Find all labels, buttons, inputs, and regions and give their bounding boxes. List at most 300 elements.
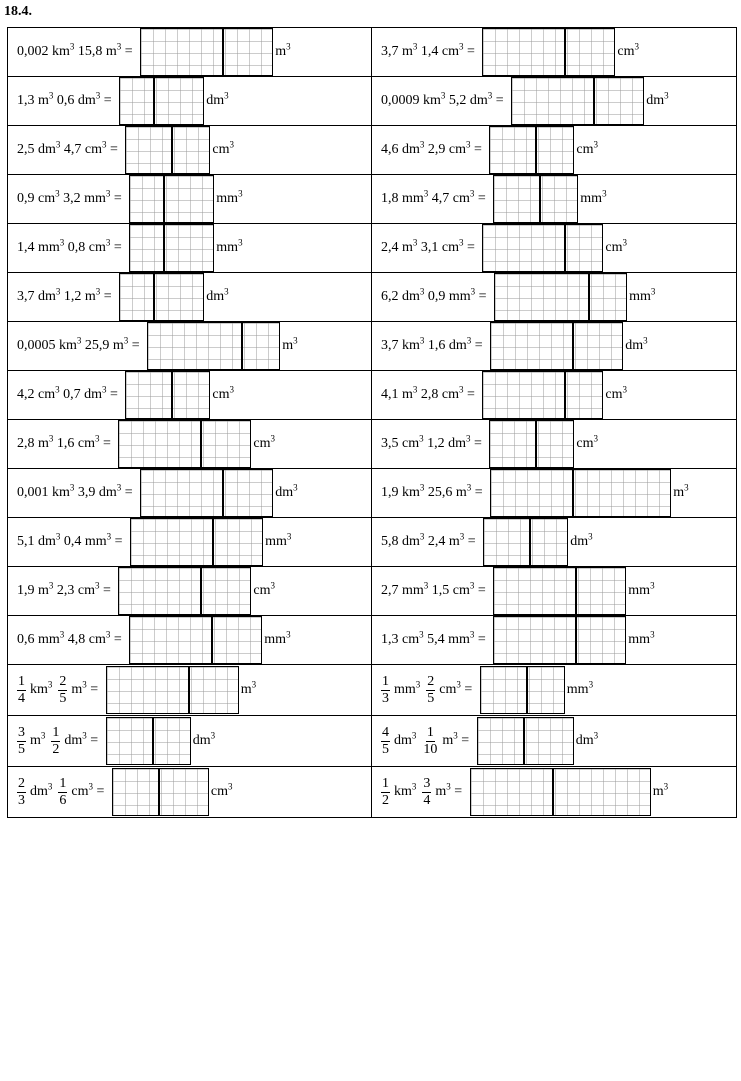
- second-unit: $cm^3$: [452, 188, 475, 206]
- fraction-numerator: 1: [426, 724, 434, 740]
- answer-grid[interactable]: [482, 371, 603, 419]
- equals-sign: =: [471, 338, 487, 353]
- answer-grid[interactable]: [480, 666, 565, 714]
- equals-sign: =: [474, 632, 490, 647]
- fraction-numerator: 1: [382, 775, 389, 791]
- second-unit: $m^3$: [442, 730, 458, 748]
- answer-grid[interactable]: [470, 768, 651, 816]
- equals-sign: =: [474, 583, 490, 598]
- first-quantity: [381, 433, 424, 452]
- exercise-cell: [372, 322, 737, 371]
- answer-grid[interactable]: [112, 768, 209, 816]
- second-quantity: [417, 237, 464, 256]
- first-quantity: [381, 776, 422, 809]
- second-quantity: [64, 237, 111, 256]
- first-value: 0,9: [17, 191, 38, 206]
- first-unit: $dm^3$: [394, 730, 417, 748]
- second-quantity: [60, 531, 112, 550]
- fraction-numerator: 2: [59, 673, 67, 689]
- decimal-marker: [539, 175, 541, 223]
- decimal-marker: [211, 616, 213, 664]
- first-fraction: [17, 725, 26, 758]
- result-unit: $dm^3$: [570, 531, 593, 549]
- equals-sign: =: [471, 485, 487, 500]
- fraction-numerator: 4: [382, 724, 389, 740]
- equals-sign: =: [474, 191, 490, 206]
- first-value: 5,1: [17, 534, 38, 549]
- answer-grid[interactable]: [119, 77, 204, 125]
- equals-sign: =: [99, 436, 115, 451]
- decimal-marker: [575, 616, 577, 664]
- equals-sign: =: [110, 240, 126, 255]
- second-unit: $m^3$: [105, 41, 122, 59]
- first-unit: $mm^3$: [394, 679, 421, 697]
- result-unit: $m^3$: [652, 781, 669, 799]
- second-quantity: [422, 725, 457, 758]
- first-value: 2,8: [17, 436, 38, 451]
- second-value: 1,5: [428, 583, 453, 598]
- second-value: 5,4: [423, 632, 449, 647]
- exercise-cell: [8, 518, 372, 567]
- exercise-cell: [372, 224, 737, 273]
- fraction-denominator: 4: [18, 690, 25, 706]
- answer-grid[interactable]: [129, 224, 214, 272]
- first-unit: $km^3$: [402, 335, 425, 353]
- answer-grid[interactable]: [129, 175, 214, 223]
- second-unit: $dm^3$: [98, 482, 122, 500]
- equals-sign: =: [99, 583, 115, 598]
- decimal-marker: [523, 717, 525, 765]
- decimal-marker: [200, 567, 202, 615]
- decimal-marker: [163, 224, 165, 272]
- exercise-row: [8, 273, 737, 322]
- answer-grid[interactable]: [118, 567, 251, 615]
- first-unit: $mm^3$: [38, 237, 65, 255]
- exercise-cell: [8, 767, 372, 818]
- first-quantity: [17, 335, 82, 354]
- result-unit: $dm^3$: [575, 730, 599, 748]
- exercise-row: [8, 77, 737, 126]
- second-value: 3,2: [59, 191, 85, 206]
- first-value: 3,7: [381, 44, 402, 59]
- equals-sign: =: [93, 784, 108, 799]
- decimal-marker: [593, 77, 595, 125]
- first-unit: $cm^3$: [38, 384, 60, 402]
- exercise-cell: [8, 616, 372, 665]
- first-quantity: [381, 384, 418, 403]
- result-unit: $cm^3$: [212, 384, 235, 402]
- exercise-cell: [372, 273, 737, 322]
- first-value: 1,9: [381, 485, 402, 500]
- equals-sign: =: [86, 682, 102, 697]
- exercise-row: [8, 665, 737, 716]
- decimal-marker: [241, 322, 243, 370]
- second-value: 4,7: [428, 191, 453, 206]
- result-unit: $m^3$: [240, 679, 257, 697]
- result-unit: $cm^3$: [576, 139, 599, 157]
- equals-sign: =: [463, 240, 479, 255]
- second-unit: $cm^3$: [441, 384, 464, 402]
- second-value: 0,9: [424, 289, 449, 304]
- result-unit: $m^3$: [275, 41, 291, 59]
- equals-sign: =: [128, 338, 144, 353]
- result-unit: $dm^3$: [625, 335, 648, 353]
- first-fraction: [17, 776, 26, 809]
- second-value: 1,2: [60, 289, 85, 304]
- decimal-marker: [526, 666, 528, 714]
- second-value: 2,4: [424, 534, 449, 549]
- answer-grid[interactable]: [489, 126, 574, 174]
- exercise-number: 18.4.: [4, 4, 32, 19]
- decimal-marker: [152, 717, 154, 765]
- first-value: 2,7: [381, 583, 402, 598]
- second-unit: $mm^3$: [84, 188, 111, 206]
- exercise-row: [8, 567, 737, 616]
- first-quantity: [17, 90, 54, 109]
- exercise-cell: [372, 126, 737, 175]
- decimal-marker: [564, 371, 566, 419]
- equals-sign: =: [464, 534, 480, 549]
- decimal-marker: [572, 469, 574, 517]
- decimal-marker: [212, 518, 214, 566]
- equals-sign: =: [106, 142, 122, 157]
- equals-sign: =: [106, 387, 122, 402]
- second-unit: $cm^3$: [88, 237, 111, 255]
- second-quantity: [424, 139, 471, 158]
- answer-grid[interactable]: [140, 28, 273, 76]
- second-unit: $cm^3$: [441, 237, 464, 255]
- second-quantity: [424, 482, 472, 501]
- exercise-cell: [8, 469, 372, 518]
- first-fraction: [381, 725, 390, 758]
- first-value: 0,002: [17, 44, 52, 59]
- first-value: 0,6: [17, 632, 38, 647]
- fraction-numerator: 3: [18, 724, 25, 740]
- exercise-cell: [372, 420, 737, 469]
- first-quantity: [17, 188, 60, 207]
- result-unit: $dm^3$: [206, 286, 229, 304]
- first-unit: $km^3$: [30, 679, 53, 697]
- answer-grid[interactable]: [119, 273, 204, 321]
- exercise-cell: [8, 371, 372, 420]
- answer-grid[interactable]: [489, 420, 574, 468]
- first-quantity: [17, 725, 51, 758]
- second-quantity: [64, 629, 111, 648]
- second-unit: $m^3$: [71, 679, 87, 697]
- exercise-cell: [8, 273, 372, 322]
- answer-grid[interactable]: [125, 371, 210, 419]
- equals-sign: =: [111, 534, 127, 549]
- exercise-cell: [372, 371, 737, 420]
- exercise-row: [8, 224, 737, 273]
- first-value: 4,2: [17, 387, 38, 402]
- result-unit: $dm^3$: [206, 90, 229, 108]
- second-value: 5,2: [445, 93, 470, 108]
- fraction-denominator: 3: [382, 690, 389, 706]
- result-unit: $mm^3$: [628, 580, 655, 598]
- result-unit: $mm^3$: [628, 629, 655, 647]
- first-unit: $km^3$: [52, 41, 75, 59]
- fraction-denominator: 3: [18, 792, 25, 808]
- second-value: 2,9: [424, 142, 449, 157]
- equals-sign: =: [450, 784, 466, 799]
- equals-sign: =: [460, 682, 476, 697]
- exercise-row: [8, 469, 737, 518]
- first-quantity: [17, 776, 58, 809]
- first-unit: $dm^3$: [38, 286, 61, 304]
- answer-grid[interactable]: [490, 322, 623, 370]
- second-quantity: [51, 725, 86, 758]
- second-quantity: [424, 335, 472, 354]
- second-unit: $mm^3$: [448, 629, 475, 647]
- exercise-cell: [8, 28, 372, 77]
- first-value: 3,7: [381, 338, 402, 353]
- equals-sign: =: [457, 733, 473, 748]
- first-quantity: [381, 629, 424, 648]
- equals-sign: =: [110, 191, 126, 206]
- first-value: 0,0009: [381, 93, 423, 108]
- second-unit: $m^3$: [448, 531, 465, 549]
- first-value: 1,3: [17, 93, 38, 108]
- first-quantity: [17, 433, 54, 452]
- first-quantity: [17, 580, 54, 599]
- second-quantity: [58, 674, 86, 707]
- decimal-marker: [222, 28, 224, 76]
- first-value: 1,3: [381, 632, 402, 647]
- second-quantity: [81, 335, 129, 354]
- second-value: 25,9: [81, 338, 113, 353]
- first-unit: $dm^3$: [402, 139, 425, 157]
- second-value: 1,6: [424, 338, 449, 353]
- second-fraction: [422, 776, 431, 809]
- equals-sign: =: [470, 436, 486, 451]
- first-value: 2,5: [17, 142, 38, 157]
- second-unit: $mm^3$: [84, 531, 112, 549]
- first-quantity: [381, 725, 422, 758]
- first-unit: $dm^3$: [38, 531, 61, 549]
- exercise-cell: [8, 665, 372, 716]
- answer-grid[interactable]: [140, 469, 273, 517]
- answer-grid[interactable]: [106, 666, 239, 714]
- first-unit: $km^3$: [52, 482, 75, 500]
- first-fraction: [381, 776, 390, 809]
- decimal-marker: [163, 175, 165, 223]
- result-unit: $m^3$: [673, 482, 689, 500]
- first-quantity: [17, 237, 65, 256]
- first-unit: $cm^3$: [402, 629, 424, 647]
- equals-sign: =: [121, 44, 137, 59]
- result-unit: $cm^3$: [576, 433, 599, 451]
- answer-grid[interactable]: [493, 567, 626, 615]
- exercise-cell: [372, 175, 737, 224]
- first-unit: $cm^3$: [38, 188, 60, 206]
- first-fraction: [381, 674, 390, 707]
- first-quantity: [381, 90, 446, 109]
- fraction-numerator: 1: [18, 673, 25, 689]
- second-unit: $m^3$: [455, 482, 472, 500]
- first-quantity: [381, 188, 429, 207]
- second-unit: $cm^3$: [439, 679, 461, 697]
- result-unit: $mm^3$: [216, 237, 243, 255]
- first-value: 4,6: [381, 142, 402, 157]
- answer-grid[interactable]: [118, 420, 251, 468]
- second-value: 0,6: [53, 93, 78, 108]
- answer-grid[interactable]: [477, 717, 574, 765]
- exercise-row: [8, 175, 737, 224]
- result-unit: $mm^3$: [629, 286, 656, 304]
- exercise-row: [8, 371, 737, 420]
- equals-sign: =: [492, 93, 508, 108]
- decimal-marker: [171, 371, 173, 419]
- equals-sign: =: [470, 142, 486, 157]
- second-unit: $m^3$: [435, 781, 451, 799]
- exercise-row: [8, 420, 737, 469]
- first-quantity: [381, 674, 426, 707]
- answer-grid[interactable]: [130, 518, 263, 566]
- second-unit: $dm^3$: [448, 433, 471, 451]
- equals-sign: =: [463, 44, 479, 59]
- result-unit: $dm^3$: [646, 90, 669, 108]
- exercise-row: [8, 716, 737, 767]
- second-fraction: [51, 725, 60, 758]
- second-unit: $cm^3$: [448, 139, 471, 157]
- first-unit: $cm^3$: [402, 433, 424, 451]
- second-quantity: [417, 41, 464, 60]
- second-quantity: [423, 433, 471, 452]
- second-fraction: [426, 674, 435, 707]
- equals-sign: =: [121, 485, 137, 500]
- exercise-cell: [372, 767, 737, 818]
- second-value: 0,4: [60, 534, 85, 549]
- decimal-marker: [575, 567, 577, 615]
- fraction-denominator: 2: [382, 792, 389, 808]
- fraction-denominator: 6: [59, 792, 67, 808]
- second-quantity: [424, 531, 465, 550]
- second-value: 1,6: [53, 436, 78, 451]
- answer-grid[interactable]: [125, 126, 210, 174]
- first-unit: $dm^3$: [402, 286, 425, 304]
- exercise-cell: [8, 716, 372, 767]
- result-unit: $cm^3$: [617, 41, 640, 59]
- second-quantity: [445, 90, 493, 109]
- second-quantity: [426, 674, 461, 707]
- second-fraction: [58, 776, 67, 809]
- first-unit: $m^3$: [38, 90, 54, 108]
- first-value: 2,4: [381, 240, 402, 255]
- decimal-marker: [153, 77, 155, 125]
- decimal-marker: [572, 322, 574, 370]
- exercise-cell: [372, 518, 737, 567]
- second-fraction: [58, 674, 67, 707]
- first-quantity: [17, 482, 75, 501]
- second-unit: $cm^3$: [452, 580, 475, 598]
- second-quantity: [424, 286, 476, 305]
- first-value: 0,0005: [17, 338, 59, 353]
- answer-grid[interactable]: [482, 224, 603, 272]
- first-quantity: [17, 531, 61, 550]
- second-value: 0,7: [59, 387, 85, 402]
- second-quantity: [58, 776, 93, 809]
- first-quantity: [17, 384, 60, 403]
- first-quantity: [17, 629, 65, 648]
- decimal-marker: [200, 420, 202, 468]
- answer-grid[interactable]: [493, 175, 578, 223]
- first-value: 6,2: [381, 289, 402, 304]
- fraction-numerator: 2: [427, 673, 435, 689]
- second-value: 2,8: [417, 387, 442, 402]
- second-unit: $cm^3$: [71, 781, 93, 799]
- exercise-row: [8, 616, 737, 665]
- answer-grid[interactable]: [490, 469, 671, 517]
- second-quantity: [53, 433, 100, 452]
- answer-grid[interactable]: [106, 717, 191, 765]
- decimal-marker: [588, 273, 590, 321]
- first-unit: $km^3$: [59, 335, 82, 353]
- result-unit: $mm^3$: [264, 629, 291, 647]
- second-quantity: [428, 580, 475, 599]
- decimal-marker: [535, 420, 537, 468]
- second-value: 15,8: [74, 44, 106, 59]
- answer-grid[interactable]: [147, 322, 280, 370]
- result-unit: $dm^3$: [192, 730, 216, 748]
- first-quantity: [381, 237, 418, 256]
- decimal-marker: [153, 273, 155, 321]
- first-unit: $km^3$: [402, 482, 425, 500]
- answer-grid[interactable]: [493, 616, 626, 664]
- result-unit: $cm^3$: [212, 139, 235, 157]
- result-unit: $cm^3$: [253, 433, 276, 451]
- second-unit: $mm^3$: [448, 286, 476, 304]
- second-fraction: [422, 725, 438, 758]
- first-unit: $mm^3$: [402, 188, 429, 206]
- first-quantity: [381, 531, 425, 550]
- fraction-numerator: 1: [382, 673, 389, 689]
- equals-sign: =: [110, 632, 126, 647]
- fraction-denominator: 4: [423, 792, 431, 808]
- first-quantity: [17, 41, 75, 60]
- exercise-cell: [8, 77, 372, 126]
- second-value: 25,6: [424, 485, 456, 500]
- first-unit: $dm^3$: [30, 781, 53, 799]
- first-unit: $m^3$: [402, 384, 418, 402]
- decimal-marker: [564, 28, 566, 76]
- answer-grid[interactable]: [483, 518, 568, 566]
- first-value: 1,4: [17, 240, 38, 255]
- result-unit: $mm^3$: [265, 531, 292, 549]
- result-unit: $m^3$: [282, 335, 298, 353]
- second-unit: $cm^3$: [88, 629, 111, 647]
- first-value: 3,5: [381, 436, 402, 451]
- second-quantity: [417, 384, 464, 403]
- first-unit: $m^3$: [38, 580, 54, 598]
- equals-sign: =: [100, 289, 116, 304]
- answer-grid[interactable]: [129, 616, 262, 664]
- answer-grid[interactable]: [482, 28, 615, 76]
- second-value: 4,7: [60, 142, 85, 157]
- answer-grid[interactable]: [511, 77, 644, 125]
- fraction-denominator: 2: [52, 741, 60, 757]
- first-value: 5,8: [381, 534, 402, 549]
- exercise-cell: [372, 567, 737, 616]
- second-unit: $dm^3$: [448, 335, 472, 353]
- exercise-row: [8, 28, 737, 77]
- second-quantity: [422, 776, 450, 809]
- fraction-denominator: 5: [382, 741, 389, 757]
- answer-grid[interactable]: [494, 273, 627, 321]
- decimal-marker: [535, 126, 537, 174]
- result-unit: $cm^3$: [253, 580, 276, 598]
- first-value: 3,7: [17, 289, 38, 304]
